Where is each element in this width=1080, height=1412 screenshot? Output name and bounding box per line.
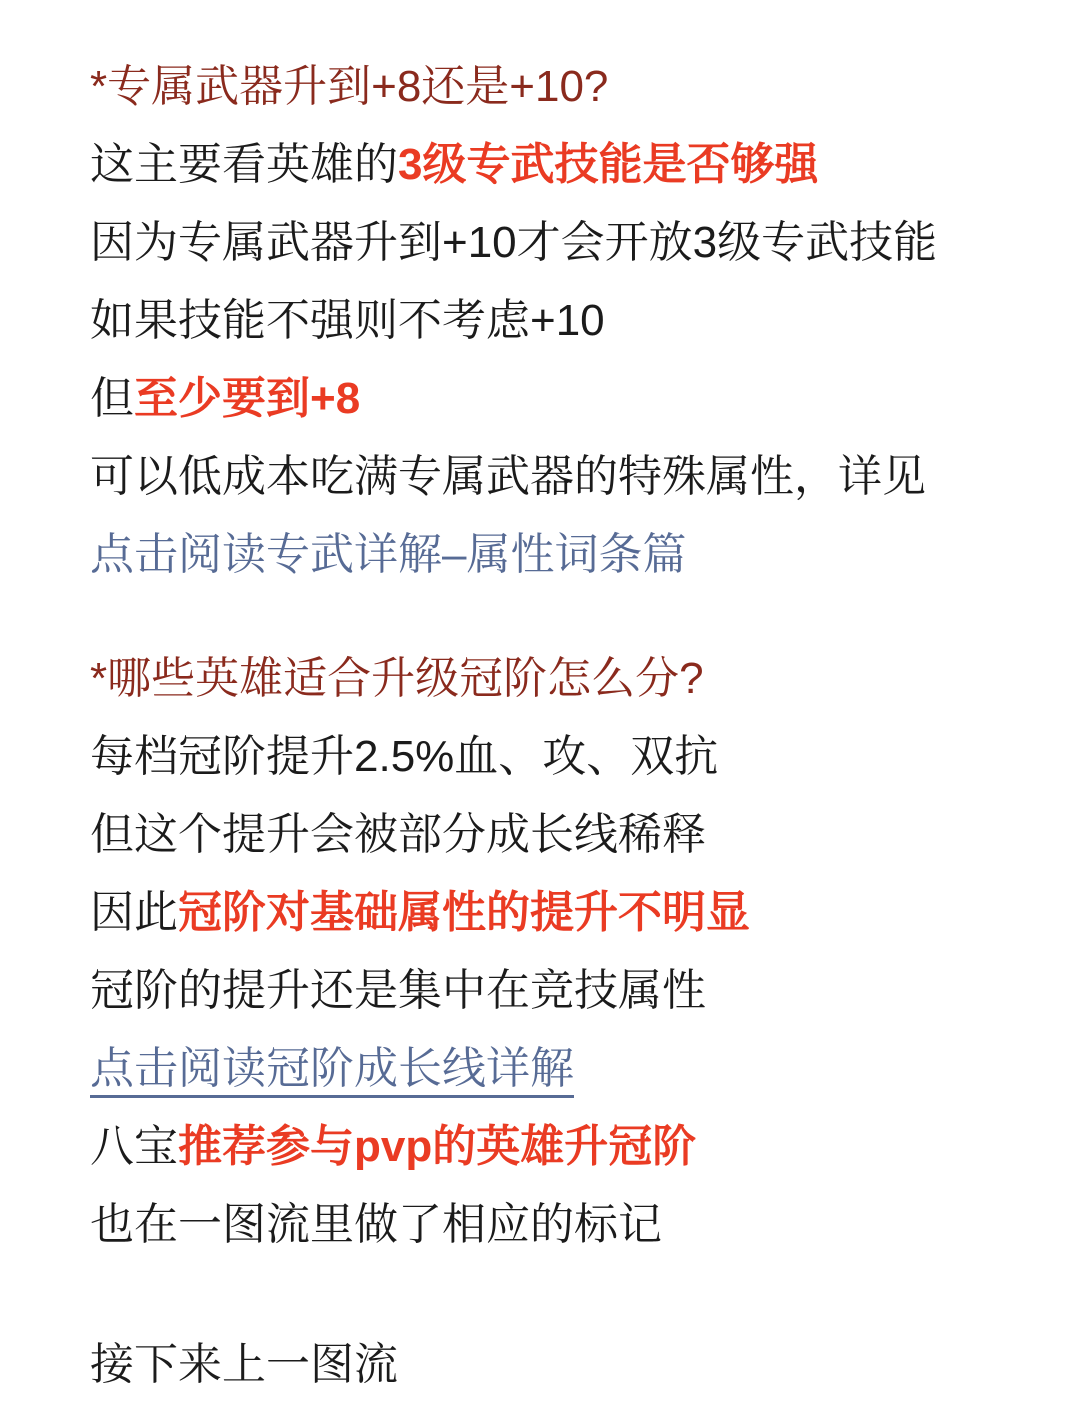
paragraph (90, 360, 1020, 438)
heading-text: *专属武器升到+8还是+10? (90, 62, 609, 111)
paragraph (90, 126, 1020, 204)
section-spacer (90, 594, 1020, 640)
text-segment: 如果技能不强则不考虑+10 (90, 296, 605, 345)
text-segment: 因此 (90, 888, 178, 937)
emphasis-text: 推荐参与pvp的英雄升冠阶 (178, 1122, 697, 1171)
emphasis-text: 冠阶对基础属性的提升不明显 (178, 888, 750, 937)
paragraph (90, 796, 1020, 874)
text-segment: 可以低成本吃满专属武器的特殊属性，详见 (90, 452, 926, 501)
link-exclusive-weapon-guide[interactable]: 点击阅读专武详解–属性词条篇 (90, 530, 687, 579)
section-spacer (90, 1264, 1020, 1326)
section-crown-rank-upgrade (90, 640, 1020, 1264)
paragraph (90, 1326, 1020, 1404)
text-segment: 八宝 (90, 1122, 178, 1171)
text-segment: 因为专属武器升到+10才会开放3级专武技能 (90, 218, 938, 267)
paragraph (90, 874, 1020, 952)
text-segment: 冠阶的提升还是集中在竞技属性 (90, 966, 706, 1015)
paragraph (90, 438, 1020, 516)
section-next-up (90, 1326, 1020, 1404)
text-segment: 每档冠阶提升2.5%血、攻、双抗 (90, 732, 719, 781)
heading-text: *哪些英雄适合升级冠阶怎么分? (90, 654, 704, 703)
paragraph (90, 282, 1020, 360)
text-segment: 这主要看英雄的 (90, 140, 398, 189)
paragraph (90, 1108, 1020, 1186)
text-segment: 但这个提升会被部分成长线稀释 (90, 810, 706, 859)
text-segment: 也在一图流里做了相应的标记 (90, 1200, 662, 1249)
paragraph (90, 1030, 1020, 1108)
text-segment: 但 (90, 374, 134, 423)
paragraph (90, 516, 1020, 594)
text-segment: 接下来上一图流 (90, 1340, 398, 1389)
section-exclusive-weapon-upgrade (90, 48, 1020, 594)
emphasis-text: 3级专武技能是否够强 (398, 140, 819, 189)
section-2-heading (90, 640, 1020, 718)
paragraph (90, 1186, 1020, 1264)
link-crown-rank-growth-guide[interactable]: 点击阅读冠阶成长线详解 (90, 1044, 574, 1098)
emphasis-text: 至少要到+8 (134, 374, 361, 423)
paragraph (90, 718, 1020, 796)
paragraph (90, 952, 1020, 1030)
section-1-heading (90, 48, 1020, 126)
paragraph (90, 204, 1020, 282)
